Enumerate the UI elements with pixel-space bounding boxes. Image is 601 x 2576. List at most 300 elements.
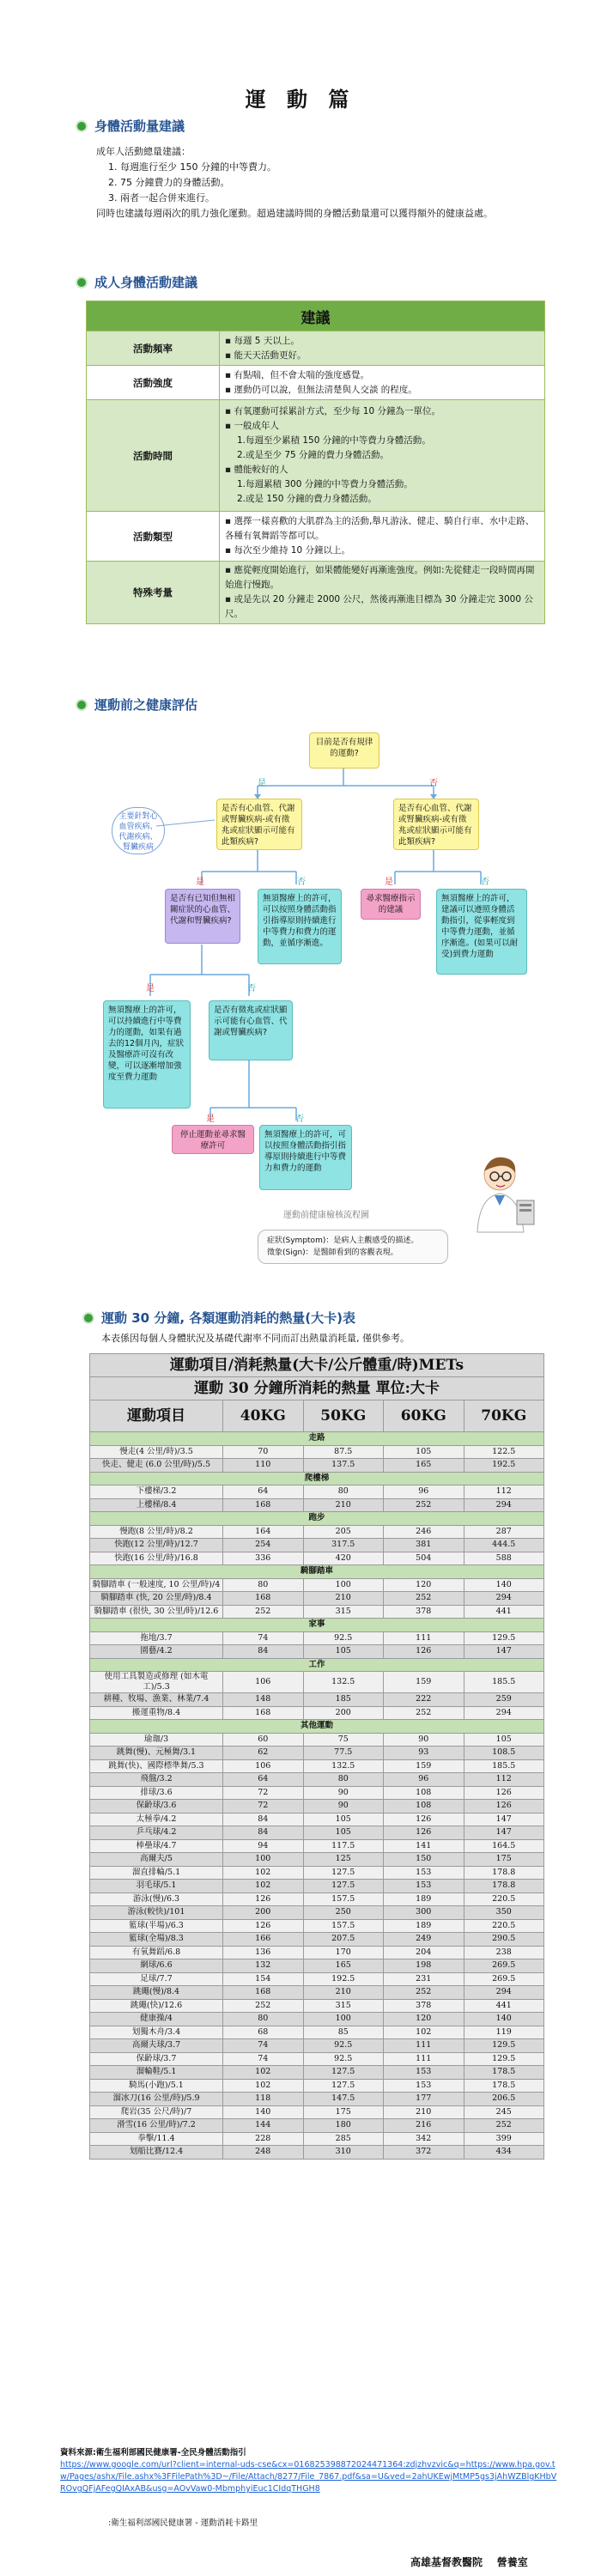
table-row [90,1906,544,1920]
activity-name-cell: 太極拳/4.2 [90,1813,223,1826]
branch-yes-label: 是 [258,779,266,788]
source-label-2: :衛生福利部國民健康署 - 運動消耗卡路里 [108,2518,258,2528]
activity-name-cell: 網球/6.6 [90,1959,223,1973]
calorie-cell: 220.5 [464,1919,544,1933]
table-row [90,1445,544,1459]
calorie-cell: 126 [384,1645,464,1659]
table-row [90,1999,544,2013]
calorie-cell: 126 [464,1786,544,1800]
activity-name-cell: 快走、健走 (6.0 公里/時)/5.5 [90,1459,223,1473]
calorie-cell: 165 [384,1459,464,1473]
activity-name-cell: 籃球(半場)/6.3 [90,1919,223,1933]
calorie-cell: 102 [384,2026,464,2039]
row-label: 活動時間 [87,400,220,512]
category-label: 騎腳踏車 [90,1565,544,1579]
calorie-cell: 100 [303,1578,384,1592]
activity-name-cell: 快跑(16 公里/時)/16.8 [90,1552,223,1565]
branch-no-label: 否 [297,878,306,887]
calorie-cell: 153 [384,1866,464,1880]
activity-name-cell: 保齡球/3.7 [90,2052,223,2066]
calorie-cell: 210 [384,2105,464,2119]
list-item: ▪ 應從輕度開始進行，如果體能變好再漸進強度。例如:先從健走一段時間再開始進行慢跑。 [225,563,539,592]
calorie-cell: 126 [223,1893,304,1906]
calorie-cell: 102 [223,2079,304,2093]
calorie-cell: 60 [223,1733,304,1747]
calorie-cell: 102 [223,2066,304,2080]
calorie-cell: 90 [384,1733,464,1747]
footer-text: 高雄基督教醫院 營養室 [410,2556,528,2568]
table-row [90,1880,544,1893]
row-label: 特殊考量 [87,562,220,624]
calorie-cell: 180 [303,2119,384,2133]
activity-name-cell: 耕種、牧場、漁業、林業/7.4 [90,1693,223,1707]
calorie-cell: 64 [223,1485,304,1499]
list-item: ▪ 運動仍可以說，但無法清楚與人交談 的程度。 [225,383,539,398]
calorie-cell: 441 [464,1605,544,1619]
table-row [90,1693,544,1707]
calorie-cell: 132.5 [303,1759,384,1773]
flow-box-known-disease: 是否有已知但無相關症狀的心血管、代謝和腎臟疾病? [165,889,240,944]
flow-box-right-question: 是否有心血管、代謝或腎臟疾病-或有徵兆或症狀顯示可能有此類疾病? [393,799,479,850]
list-item: 2. 75 分鐘費力的身體活動。 [108,177,230,188]
table-row [90,1773,544,1787]
calorie-cell: 154 [223,1972,304,1986]
legend-box [258,1230,448,1264]
activity-name-cell: 上樓梯/8.4 [90,1498,223,1512]
calorie-cell: 141 [384,1839,464,1853]
source-label: 資料來源:衛生福利部國民健康署-全民身體活動指引 [60,2448,246,2458]
list-item: ▪ 選擇一樣喜歡的大肌群為主的活動,舉凡游泳、健走、騎自行車、水中走路、各種有氧舞蹈等都可以。 [225,514,539,544]
calorie-cell: 80 [223,2013,304,2026]
calorie-cell: 294 [464,1592,544,1606]
calorie-cell: 120 [384,2013,464,2026]
row-label: 活動頻率 [87,331,220,366]
connector-line [202,846,296,884]
activity-name-cell: 騎腳踏車 (一般速度, 10 公里/時)/4 [90,1578,223,1592]
section-heading-text: 身體活動量建議 [94,118,185,134]
category-label: 工作 [90,1658,544,1672]
table-row [90,1972,544,1986]
calorie-cell: 126 [464,1800,544,1814]
calorie-cell: 106 [223,1672,304,1693]
calorie-cell: 118 [223,2093,304,2106]
category-row [90,1565,544,1579]
table-row [90,1672,544,1693]
calorie-cell: 64 [223,1773,304,1787]
activity-name-cell: 溜輪鞋/5.1 [90,2066,223,2080]
calorie-cell: 246 [384,1525,464,1539]
table-row [90,1946,544,1959]
activity-name-cell: 有氧舞蹈/6.8 [90,1946,223,1959]
activity-name-cell: 搬運重物/8.4 [90,1706,223,1720]
calorie-cell: 269.5 [464,1972,544,1986]
calorie-cell: 137.5 [303,1459,384,1473]
category-row [90,1720,544,1734]
table-row [90,1706,544,1720]
connector-line [258,769,434,794]
table-row [90,1498,544,1512]
calorie-cell: 102 [223,1866,304,1880]
calorie-cell: 127.5 [303,2079,384,2093]
table-row [90,1800,544,1814]
branch-no-label: 否 [247,984,256,993]
calorie-cell: 166 [223,1933,304,1947]
section-heading-text: 運動 30 分鐘, 各類運動消耗的熱量(大卡)表 [101,1310,355,1326]
calorie-cell: 147 [464,1813,544,1826]
table-row [90,1525,544,1539]
flow-box-no-permission: 無須醫療上的許可，可以按照身體活動指引指導原則持續進行中等費力和費力的運動，並循序漸進。 [258,889,342,964]
table-row [90,1866,544,1880]
branch-no-label: 否 [481,878,489,887]
list-item: ▪ 一般成年人 [225,419,539,434]
table-row [90,1733,544,1747]
calorie-cell: 111 [384,1631,464,1645]
calorie-cell: 249 [384,1933,464,1947]
table-row [90,1592,544,1606]
activity-name-cell: 拖地/3.7 [90,1631,223,1645]
intro-text: 成年人活動總量建議： [96,146,191,157]
table-row [90,2119,544,2133]
calorie-cell: 74 [223,2052,304,2066]
category-row [90,1658,544,1672]
calorie-cell: 372 [384,2146,464,2160]
calorie-intro: 本表係因每個人身體狀況及基礎代謝率不同而訂出熱量消耗量, 僅供參考。 [101,1333,410,1344]
table-row [90,1986,544,2000]
table-row [90,2026,544,2039]
calorie-cell: 294 [464,1498,544,1512]
column-header: 40KG [223,1400,304,1432]
calorie-cell: 434 [464,2146,544,2160]
calorie-cell: 228 [223,2132,304,2146]
calorie-cell: 252 [223,1605,304,1619]
table-row [90,1959,544,1973]
list-item: 2.或是 150 分鐘的費力身體活動。 [237,494,377,504]
doctor-illustration-icon [464,1151,541,1236]
calorie-cell: 84 [223,1645,304,1659]
calorie-cell: 185 [303,1693,384,1707]
calorie-cell: 112 [464,1485,544,1499]
calorie-cell: 80 [303,1773,384,1787]
calorie-cell: 80 [303,1485,384,1499]
flow-box-continue-moderate: 無須醫療上的許可，可以持續進行中等費力的運動，如果有過去的12個月內，症狀及醫療許可沒有改變，可以逐漸增加強度至費力運動 [103,1000,191,1109]
section-heading-text: 成人身體活動建議 [94,275,198,290]
calorie-cell: 85 [303,2026,384,2039]
list-item: ▪ 有點喘，但不會太喘的強度感覺。 [225,368,539,383]
calorie-cell: 72 [223,1800,304,1814]
calorie-cell: 381 [384,1539,464,1552]
activity-name-cell: 跳繩(快)/12.6 [90,1999,223,2013]
note-text: 同時也建議每週兩次的肌力強化運動。超過建議時間的身體活動量還可以獲得額外的健康益處。 [96,208,493,219]
flowchart-caption: 運動前健康檢核流程圖 [283,1211,369,1220]
calorie-cell: 175 [303,2105,384,2119]
calorie-cell: 96 [384,1485,464,1499]
calorie-cell: 140 [223,2105,304,2119]
calorie-cell: 77.5 [303,1747,384,1760]
calorie-cell: 198 [384,1959,464,1973]
table-row [90,1853,544,1867]
calorie-cell: 168 [223,1986,304,2000]
calorie-cell: 220.5 [464,1893,544,1906]
legend-symptom: 症狀(Symptom)：是病人主觀感受的描述。 [267,1236,419,1245]
activity-name-cell: 乒乓球/4.2 [90,1826,223,1840]
activity-name-cell: 騎馬(小跑)/5.1 [90,2079,223,2093]
table-row [90,2052,544,2066]
calorie-cell: 84 [223,1826,304,1840]
calorie-cell: 129.5 [464,1631,544,1645]
activity-name-cell: 羽毛球/5.1 [90,1880,223,1893]
callout-bubble: 主要針對心血管疾病、代謝疾病、腎臟疾病 [112,807,165,854]
list-item: ▪ 每週 5 天以上。 [225,334,539,349]
column-header: 50KG [303,1400,384,1432]
calorie-cell: 342 [384,2132,464,2146]
category-row [90,1512,544,1526]
activity-name-cell: 籃球(全場)/8.3 [90,1933,223,1947]
calorie-cell: 192.5 [464,1459,544,1473]
activity-name-cell: 跳舞(快)、國際標準舞/5.3 [90,1759,223,1773]
activity-name-cell: 慢走(4 公里/時)/3.5 [90,1445,223,1459]
table-row [90,2105,544,2119]
calorie-cell: 294 [464,1986,544,2000]
calorie-cell: 125 [303,1853,384,1867]
calorie-cell: 252 [384,1706,464,1720]
table-row [90,1539,544,1552]
calorie-cell: 248 [223,2146,304,2160]
activity-name-cell: 保齡球/3.6 [90,1800,223,1814]
calorie-cell: 441 [464,1999,544,2013]
calorie-cell: 75 [303,1733,384,1747]
activity-name-cell: 飛盤/3.2 [90,1773,223,1787]
calorie-cell: 74 [223,2039,304,2053]
calorie-cell: 100 [303,2013,384,2026]
calorie-cell: 252 [384,1986,464,2000]
calorie-cell: 100 [223,1853,304,1867]
activity-name-cell: 溜直排輪/5.1 [90,1866,223,1880]
flow-box-no-permission-final: 無須醫療上的許可，可以按照身體活動指引指導原則持續進行中等費力和費力的運動 [259,1125,352,1190]
table-row [90,1919,544,1933]
table-row [90,1759,544,1773]
calorie-cell: 105 [384,1445,464,1459]
branch-no-label: 否 [295,1115,304,1124]
activity-name-cell: 溜冰刀(16 公里/時)/5.9 [90,2093,223,2106]
table-row [90,2013,544,2026]
table-row [90,2079,544,2093]
calorie-cell: 200 [303,1706,384,1720]
calorie-cell: 92.5 [303,2052,384,2066]
list-item: ▪ 或是先以 20 分鐘走 2000 公尺，然後再漸進目標為 30 分鐘走完 3000 公尺。 [225,592,539,622]
calorie-cell: 310 [303,2146,384,2160]
calorie-cell: 105 [464,1733,544,1747]
category-label: 家事 [90,1619,544,1632]
table-row [90,1813,544,1826]
activity-name-cell: 園藝/4.2 [90,1645,223,1659]
calorie-cell: 294 [464,1706,544,1720]
calorie-cell: 205 [303,1525,384,1539]
calorie-cell: 127.5 [303,1866,384,1880]
calorie-cell: 74 [223,1631,304,1645]
calorie-cell: 170 [303,1946,384,1959]
calorie-cell: 164.5 [464,1839,544,1853]
flow-box-left-question: 是否有心血管、代謝或腎臟疾病-或有徵兆或症狀顯示可能有此類疾病? [216,799,302,850]
calorie-cell: 94 [223,1839,304,1853]
calorie-cell: 93 [384,1747,464,1760]
calorie-cell: 84 [223,1813,304,1826]
list-item: ▪ 能天天活動更好。 [225,349,539,363]
calorie-cell: 207.5 [303,1933,384,1947]
calorie-cell: 144 [223,2119,304,2133]
calorie-cell: 105 [303,1826,384,1840]
table-row [90,1552,544,1565]
calorie-cell: 165 [303,1959,384,1973]
calorie-cell: 129.5 [464,2052,544,2066]
calorie-cell: 210 [303,1986,384,2000]
calorie-cell: 178.5 [464,2079,544,2093]
category-row [90,1432,544,1446]
calorie-cell: 269.5 [464,1959,544,1973]
activity-name-cell: 健康操/4 [90,2013,223,2026]
list-item: 1.每週至少累積 150 分鐘的中等費力身體活動。 [237,435,431,446]
calorie-cell: 189 [384,1893,464,1906]
calorie-cell: 238 [464,1946,544,1959]
calorie-cell: 148 [223,1693,304,1707]
activity-name-cell: 爬岩(35 公尺/時)/7 [90,2105,223,2119]
calorie-cell: 157.5 [303,1919,384,1933]
activity-name-cell: 排球/3.6 [90,1786,223,1800]
calorie-cell: 96 [384,1773,464,1787]
calorie-cell: 153 [384,2079,464,2093]
calorie-cell: 92.5 [303,1631,384,1645]
calorie-cell: 185.5 [464,1672,544,1693]
calorie-cell: 206.5 [464,2093,544,2106]
calorie-cell: 259 [464,1693,544,1707]
section-heading-text: 運動前之健康評估 [94,697,198,713]
calorie-cell: 159 [384,1759,464,1773]
calorie-cell: 300 [384,1906,464,1920]
calorie-cell: 129.5 [464,2039,544,2053]
calorie-cell: 378 [384,1999,464,2013]
calorie-cell: 168 [223,1498,304,1512]
calorie-cell: 192.5 [303,1972,384,1986]
calorie-cell: 420 [303,1552,384,1565]
table-header: 建議 [87,301,545,331]
calorie-cell: 147.5 [303,2093,384,2106]
activity-name-cell: 滑雪(16 公里/時)/7.2 [90,2119,223,2133]
calorie-cell: 204 [384,1946,464,1959]
bullet-dot-icon [84,1314,93,1322]
connector-line [395,846,481,884]
calorie-cell: 164 [223,1525,304,1539]
calorie-cell: 147 [464,1645,544,1659]
calorie-cell: 168 [223,1592,304,1606]
calorie-cell: 87.5 [303,1445,384,1459]
calorie-cell: 110 [223,1459,304,1473]
row-label: 活動類型 [87,512,220,562]
activity-name-cell: 划船比賽/12.4 [90,2146,223,2160]
calorie-cell: 178.8 [464,1866,544,1880]
calorie-cell: 120 [384,1578,464,1592]
flow-box-symptoms-question: 是否有徵兆或症狀顯示可能有心血管、代謝或腎臟疾病? [209,1000,293,1060]
calorie-cell: 252 [384,1592,464,1606]
calorie-cell: 126 [384,1826,464,1840]
calorie-cell: 315 [303,1999,384,2013]
table-row [90,1459,544,1473]
source-link[interactable]: https://www.google.com/url?client=internal-uds-cse&cx=016825398872024471364:zdjzhvzvic&q=https://www.hpa.gov.tw/Pages/ashx/File.ashx%3FFilePath%3D~/File/Attach/8277/File_7867.pdf&sa=U&ved=2ahUKEwjMtMP5gs3jAhWZBlgKHbVROvgQFjAFegQIAxAB&usg=AOvVaw0-MbmphyiEuc1CIdqTHGH8 [60,2460,557,2494]
calorie-cell: 62 [223,1747,304,1760]
calorie-cell: 317.5 [303,1539,384,1552]
calorie-cell: 210 [303,1498,384,1512]
calorie-cell: 102 [223,1880,304,1893]
calorie-cell: 106 [223,1759,304,1773]
calorie-cell: 105 [303,1813,384,1826]
calorie-cell: 140 [464,1578,544,1592]
page-title: 運 動 篇 [245,88,356,112]
activity-name-cell: 騎腳踏車 (很快, 30 公里/時)/12.6 [90,1605,223,1619]
calorie-cell: 112 [464,1773,544,1787]
branch-yes-label: 是 [146,984,155,993]
table-row [90,1578,544,1592]
flow-box-seek-advice: 尋求醫療指示的建議 [361,889,421,920]
flow-box-light-exercise: 無須醫療上的許可，建議可以遵照身體活動指引，從事輕度到中等費力運動，並循序漸進。(如果可以耐受)到費力運動 [436,889,527,975]
connector-line [210,1060,296,1121]
activity-name-cell: 跳舞(慢)、元極舞/3.1 [90,1747,223,1760]
list-item: 1. 每週進行至少 150 分鐘的中等費力。 [108,161,276,173]
calorie-cell: 157.5 [303,1893,384,1906]
column-header: 60KG [384,1400,464,1432]
calorie-cell: 153 [384,2066,464,2080]
calorie-cell: 108 [384,1800,464,1814]
column-header: 運動項目 [90,1400,223,1432]
branch-no-label: 否 [429,779,438,788]
calorie-cell: 178.8 [464,1880,544,1893]
calorie-cell: 68 [223,2026,304,2039]
activity-name-cell: 拳擊/11.4 [90,2132,223,2146]
flow-start-box: 目前是否有規律的運動? [309,732,379,769]
calorie-cell: 216 [384,2119,464,2133]
category-row [90,1472,544,1485]
list-item: ▪ 體能較好的人 [225,463,539,477]
activity-name-cell: 划獨木舟/3.4 [90,2026,223,2039]
table-row [90,2039,544,2053]
category-label: 爬樓梯 [90,1472,544,1485]
calorie-cell: 185.5 [464,1759,544,1773]
calorie-cell: 245 [464,2105,544,2119]
calorie-cell: 588 [464,1552,544,1565]
table-row [90,1839,544,1853]
list-item: 2.或是至少 75 分鐘的費力身體活動。 [237,450,390,460]
calorie-cell: 90 [303,1786,384,1800]
calorie-cell: 290.5 [464,1933,544,1947]
calorie-cell: 108.5 [464,1747,544,1760]
calorie-cell: 92.5 [303,2039,384,2053]
table-row [90,1747,544,1760]
calorie-cell: 315 [303,1605,384,1619]
calorie-cell: 336 [223,1552,304,1565]
calorie-cell: 150 [384,1853,464,1867]
activity-name-cell: 高爾夫球/3.7 [90,2039,223,2053]
table-row [90,2093,544,2106]
calorie-cell: 178.5 [464,2066,544,2080]
calorie-cell: 168 [223,1706,304,1720]
calorie-cell: 444.5 [464,1539,544,1552]
category-label: 跑步 [90,1512,544,1526]
calorie-cell: 285 [303,2132,384,2146]
calorie-cell: 252 [384,1498,464,1512]
activity-name-cell: 高爾夫/5 [90,1853,223,1867]
calorie-table-subtitle: 運動 30 分鐘所消耗的熱量 單位:大卡 [90,1377,544,1400]
calorie-cell: 119 [464,2026,544,2039]
branch-yes-label: 是 [196,878,204,887]
calorie-cell: 175 [464,1853,544,1867]
calorie-cell: 250 [303,1906,384,1920]
